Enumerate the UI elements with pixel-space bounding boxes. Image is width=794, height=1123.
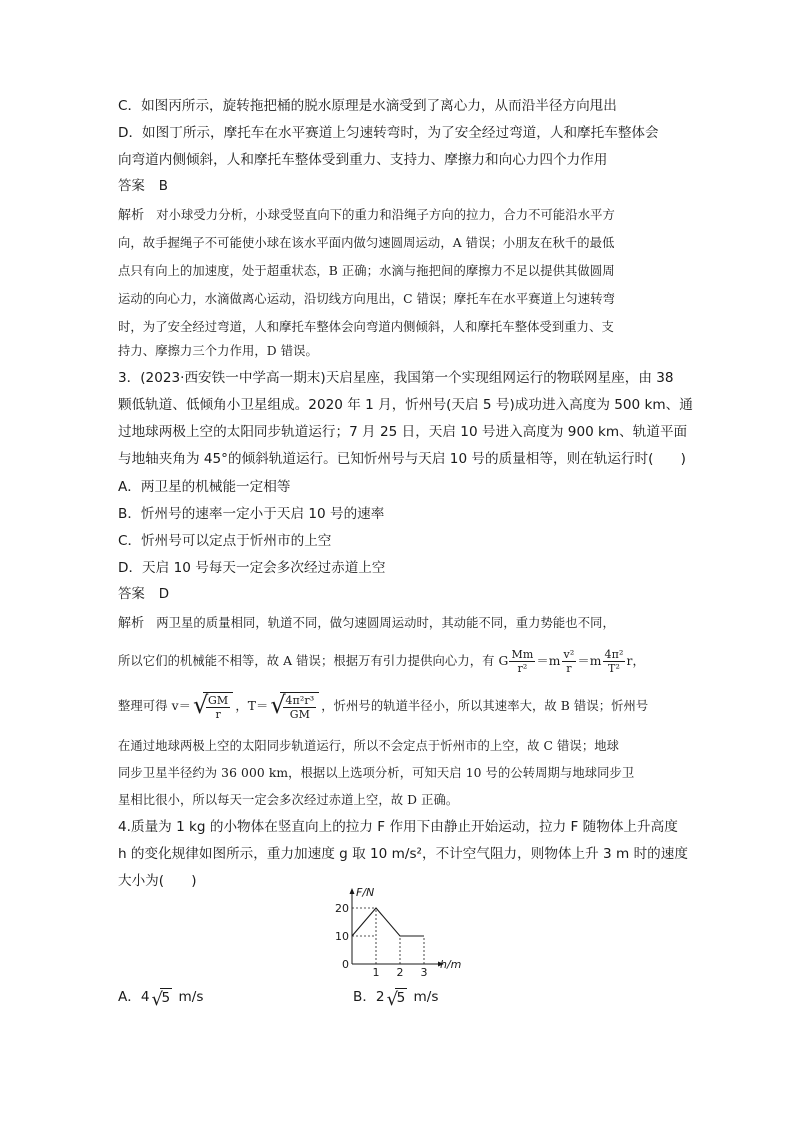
prev-option-d-line-2: 向弯道内侧倾斜，人和摩托车整体受到重力、支持力、摩擦力和向心力四个力作用 bbox=[118, 152, 608, 168]
sqrt-5-a: √ 5 bbox=[151, 989, 171, 1010]
fraction-4pi2-over-t2: $\frac{\text{4π²}}{\text{T²}}$ bbox=[604, 648, 624, 675]
q3-stem-line-2: 颗低轨道、低倾角小卫星组成。2020 年 1 月，忻州号(天启 5 号)成功进入高度为 500 km、通 bbox=[118, 397, 693, 413]
y-axis-label: F/N bbox=[356, 886, 375, 899]
fraction-mm-over-r2: $\frac{Mm}{\text{r²}}$ bbox=[511, 648, 534, 675]
x-tick-label: 1 bbox=[372, 966, 380, 979]
answer-value: D bbox=[158, 587, 170, 602]
prev-explanation-line-2: 向，故手握绳子不可能使小球在该水平面内做匀速圆周运动，A 错误；小朋友在秋千的最低 bbox=[118, 236, 615, 250]
q3-explanation-line-5: 同步卫星半径约为 36 000 km，根据以上选项分析，可知天启 10 号的公转周期与地球同步卫 bbox=[118, 766, 635, 780]
force-line bbox=[352, 908, 424, 936]
q3-stem-line-3: 过地球两极上空的太阳同步轨道运行；7 月 25 日，天启 10 号进入高度为 900 km、轨道平面 bbox=[118, 424, 688, 440]
q3-explanation-line-2: 所以它们的机械能不相等，故 A 错误；根据万有引力提供向心力，有 G $\frac{Mm}{\text{r²}}$ ＝m $\frac{\text{v²}}{r}$ ＝m $\frac{\text{4π²}}{\text{T²}}$ r， bbox=[118, 648, 645, 675]
prev-answer bbox=[118, 177, 688, 197]
q4-stem-line-3: 大小为( ) bbox=[118, 873, 197, 889]
q3-stem-line-1: 3．(2023·西安铁一中学高一期末)天启星座，我国第一个实现组网运行的物联网星座，由 38 bbox=[118, 370, 674, 386]
answer-value: B bbox=[158, 179, 168, 194]
q3-explanation-line-1 bbox=[118, 613, 688, 634]
sqrt-4pi2r3-over-gm: √ $\frac{\text{4π²r³}}{GM}$ bbox=[270, 692, 319, 721]
sqrt-gm-over-r: √ $\frac{GM}{r}$ bbox=[193, 692, 233, 721]
fraction-v2-over-r: $\frac{\text{v²}}{r}$ bbox=[563, 648, 575, 675]
prev-option-d-line-1: D．如图丁所示，摩托车在水平赛道上匀速转弯时，为了安全经过弯道，人和摩托车整体会 bbox=[118, 125, 659, 141]
q3-explanation-line-4: 在通过地球两极上空的太阳同步轨道运行，所以不会定点于忻州市的上空，故 C 错误；地球 bbox=[118, 739, 620, 753]
q3-stem-line-4: 与地轴夹角为 45°的倾斜轨道运行。已知忻州号与天启 10 号的质量相等，则在轨运行时( ) bbox=[118, 451, 686, 467]
q4-stem-line-2: h 的变化规律如图所示，重力加速度 g 取 10 m/s²，不计空气阻力，则物体上升 3 m 时的速度 bbox=[118, 846, 688, 862]
q3-option-c: C．忻州号可以定点于忻州市的上空 bbox=[118, 533, 332, 549]
x-tick-label: 3 bbox=[420, 966, 428, 979]
y-tick-label: 10 bbox=[335, 930, 349, 943]
x-tick-label: 2 bbox=[396, 966, 404, 979]
answer-label: 答案 bbox=[118, 179, 145, 194]
q4-option-a: A．4 √ 5 m/s bbox=[118, 989, 204, 1010]
sqrt-5-b: √ 5 bbox=[386, 989, 406, 1010]
explanation-text: 对小球受力分析，小球受竖直向下的重力和沿绳子方向的拉力，合力不可能沿水平方 bbox=[156, 208, 615, 222]
x-axis-label: h/m bbox=[440, 958, 462, 971]
origin-label: 0 bbox=[342, 958, 349, 971]
prev-explanation-line-4: 运动的向心力，水滴做离心运动，沿切线方向甩出，C 错误；摩托车在水平赛道上匀速转弯 bbox=[118, 292, 615, 306]
prev-explanation-line-1 bbox=[118, 205, 688, 226]
explanation-label: 解析 bbox=[118, 208, 145, 223]
q4-stem-line-1: 4.质量为 1 kg 的小物体在竖直向上的拉力 F 作用下由静止开始运动，拉力 F 随物体上升高度 bbox=[118, 819, 678, 835]
q3-option-d: D．天启 10 号每天一定会多次经过赤道上空 bbox=[118, 560, 386, 576]
q4-option-b: B．2 √ 5 m/s bbox=[353, 989, 439, 1010]
prev-explanation-line-3: 点只有向上的加速度，处于超重状态，B 正确；水滴与拖把间的摩擦力不足以提供其做圆周 bbox=[118, 264, 615, 278]
explanation-text: 两卫星的质量相同，轨道不同，做匀速圆周运动时，其动能不同，重力势能也不同， bbox=[156, 616, 615, 630]
q3-explanation-line-6: 星相比很小，所以每天一定会多次经过赤道上空，故 D 正确。 bbox=[118, 793, 459, 807]
prev-option-c: C．如图丙所示，旋转拖把桶的脱水原理是水滴受到了离心力，从而沿半径方向甩出 bbox=[118, 98, 617, 114]
prev-explanation-line-6: 持力、摩擦力三个力作用，D 错误。 bbox=[118, 344, 318, 358]
q3-answer bbox=[118, 585, 688, 605]
y-tick-label: 20 bbox=[335, 902, 349, 915]
q3-option-b: B．忻州号的速率一定小于天启 10 号的速率 bbox=[118, 506, 385, 522]
answer-label: 答案 bbox=[118, 587, 145, 602]
q3-explanation-line-3: 整理可得 v＝ √ $\frac{GM}{r}$ ，T＝ √ $\frac{\text{4π²r³}}{GM}$ ，忻州号的轨道半径小，所以其速率大，故 B 错误；忻州号 bbox=[118, 691, 649, 721]
force-height-chart bbox=[330, 886, 470, 980]
q3-option-a: A．两卫星的机械能一定相等 bbox=[118, 479, 291, 495]
explanation-label: 解析 bbox=[118, 616, 145, 631]
prev-explanation-line-5: 时，为了安全经过弯道，人和摩托车整体会向弯道内侧倾斜，人和摩托车整体受到重力、支 bbox=[118, 320, 614, 334]
